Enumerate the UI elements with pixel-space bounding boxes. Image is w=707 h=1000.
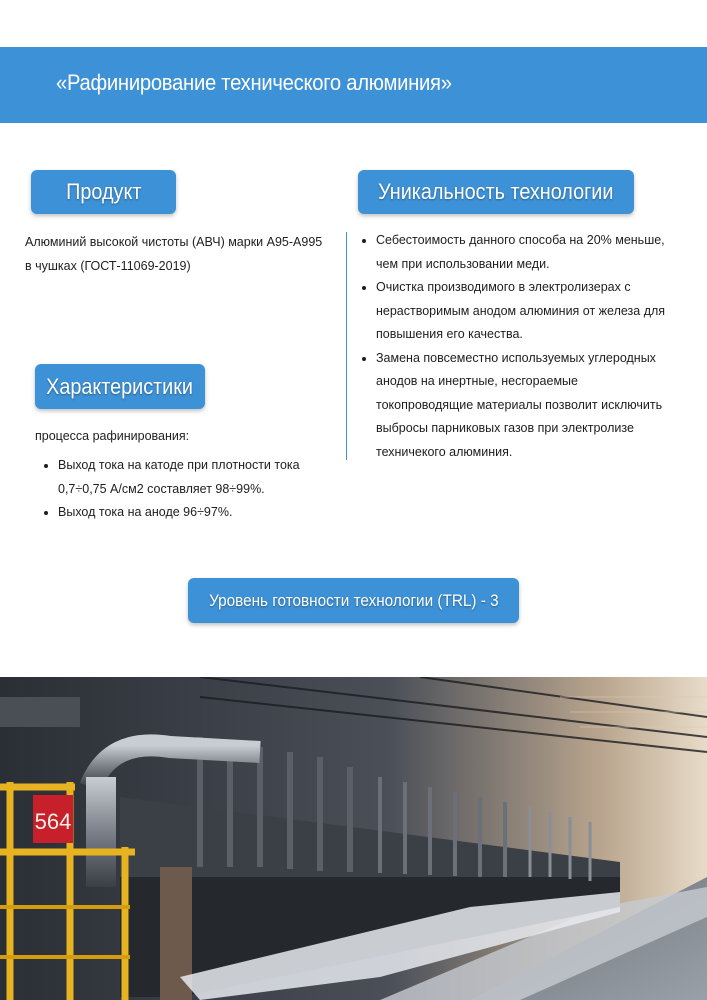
uniqueness-list bbox=[360, 229, 675, 464]
product-heading-label: Продукт bbox=[65, 179, 142, 204]
list-item: Замена повсеместно используемых углеродных анодов на инертные, несгораемые токопроводящие материалы позволит исключить выбросы парниковых газов при электролизе техничекого алюминия. bbox=[360, 347, 675, 465]
product-description: Алюминий высокой чистоты (АВЧ) марки А95-А995 в чушках (ГОСТ-11069-2019) bbox=[25, 235, 323, 273]
list-item: Выход тока на аноде 96÷97%. bbox=[42, 501, 312, 525]
column-divider bbox=[346, 232, 347, 460]
list-item: Выход тока на катоде при плотности тока 0,7÷0,75 А/см2 составляет 98÷99%. bbox=[42, 454, 312, 501]
trl-badge bbox=[188, 578, 519, 623]
uniqueness-heading bbox=[358, 170, 634, 214]
list-item: Себестоимость данного способа на 20% меньше, чем при использовании меди. bbox=[360, 229, 675, 276]
uniqueness-heading-label: Уникальность технологии bbox=[378, 179, 614, 204]
trl-label: Уровень готовности технологии (TRL) - 3 bbox=[208, 590, 499, 610]
product-heading bbox=[31, 170, 176, 214]
cell-number: 564 bbox=[34, 809, 72, 834]
characteristics-heading-label: Характеристики bbox=[46, 373, 194, 399]
potline-photo bbox=[0, 677, 707, 1000]
list-item: Очистка производимого в электролизерах с нерастворимым анодом алюминия от железа для повышения его качества. bbox=[360, 276, 675, 347]
page-title: «Рафинирование технического алюминия» bbox=[56, 70, 452, 95]
characteristics-intro: процесса рафинирования: bbox=[35, 429, 190, 443]
characteristics-list bbox=[42, 454, 312, 525]
characteristics-heading bbox=[35, 364, 205, 409]
